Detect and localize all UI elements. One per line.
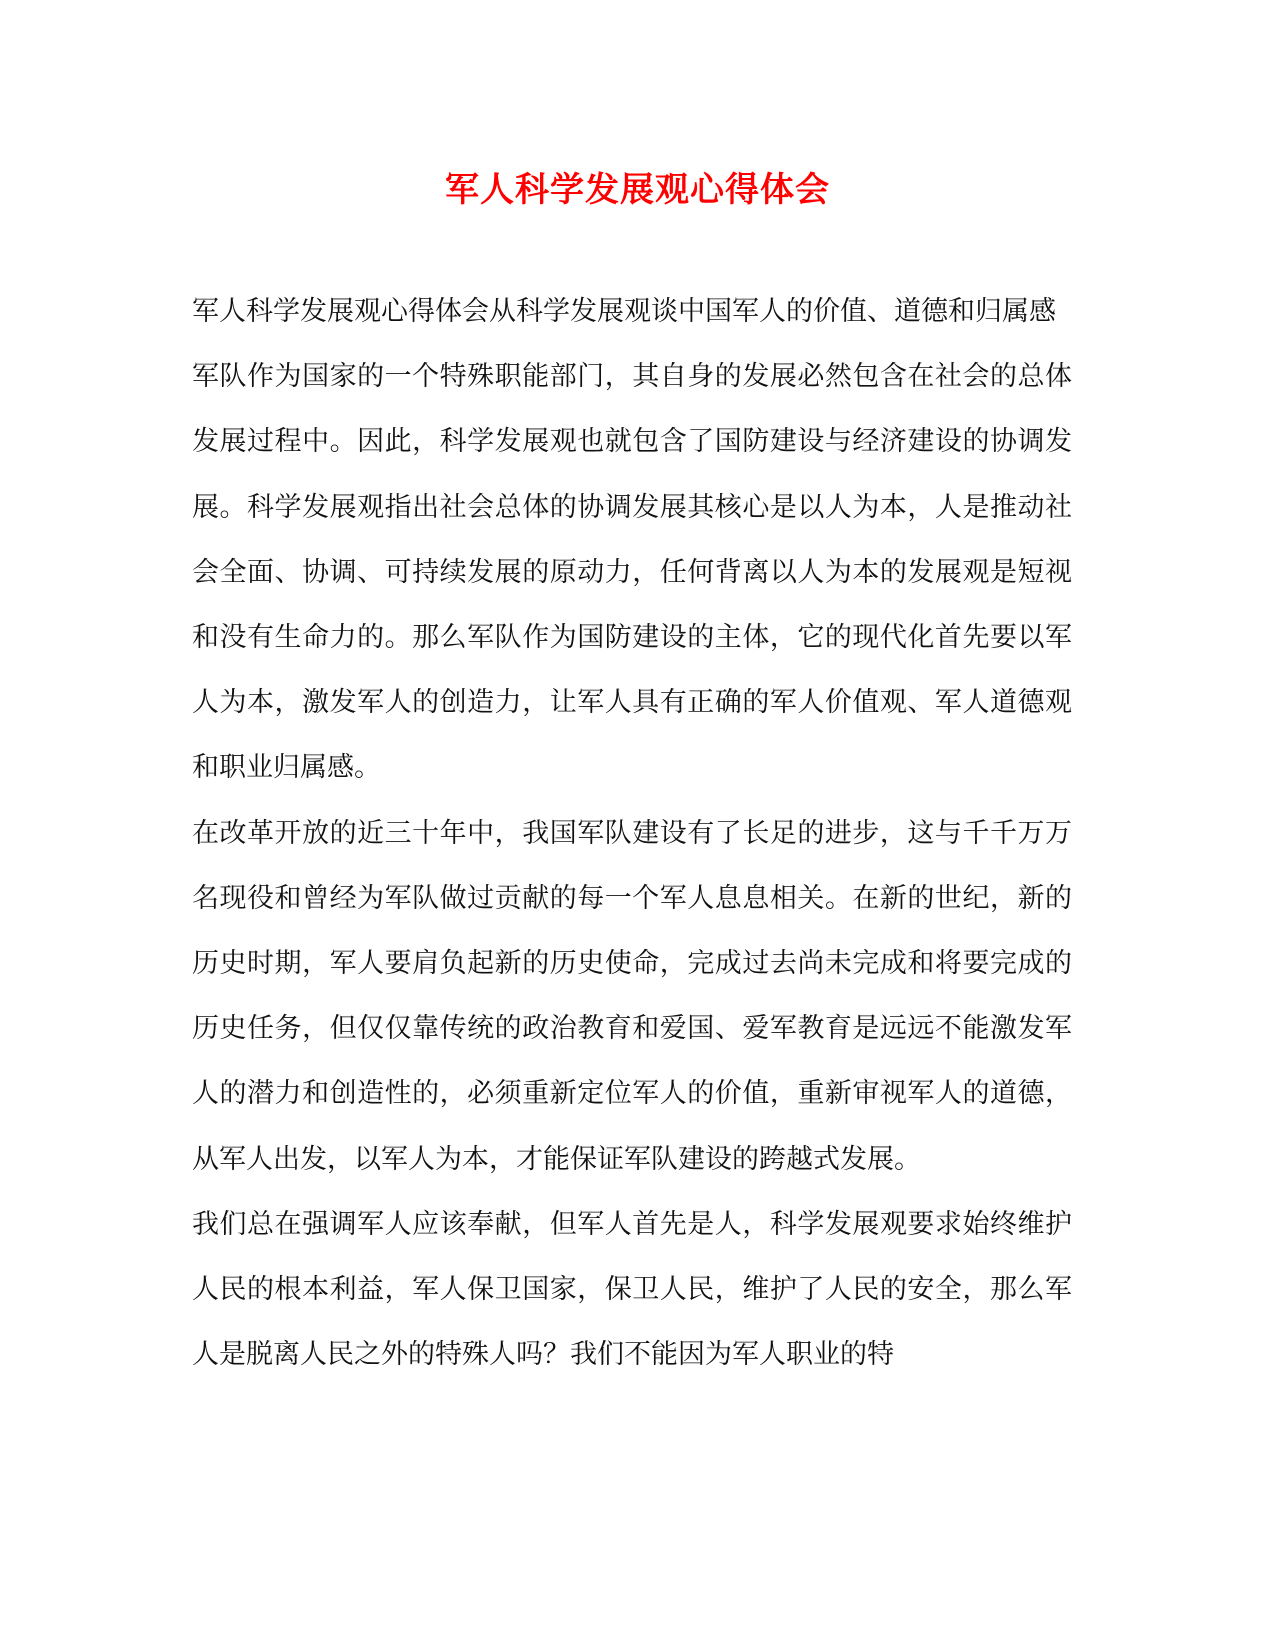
document-body — [192, 279, 1072, 1387]
paragraph-4: 我们总在强调军人应该奉献，但军人首先是人，科学发展观要求始终维护人民的根本利益，军人保卫国家，保卫人民，维护了人民的安全，那么军人是脱离人民之外的特殊人吗？我们不能因为军人职业的特 — [192, 1208, 1072, 1371]
paragraph-2: 军队作为国家的一个特殊职能部门，其自身的发展必然包含在社会的总体发展过程中。因此，科学发展观也就包含了国防建设与经济建设的协调发展。科学发展观指出社会总体的协调发展其核心是以人为本，人是推动社会全面、协调、可持续发展的原动力，任何背离以人为本的发展观是短视和没有生命力的。那么军队作为国防建设的主体，它的现代化首先要以军人为本，激发军人的创造力，让军人具有正确的军人价值观、军人道德观和职业归属感。 — [192, 361, 1072, 784]
paragraph-3: 在改革开放的近三十年中，我国军队建设有了长足的进步，这与千千万万名现役和曾经为军队做过贡献的每一个军人息息相关。在新的世纪，新的历史时期，军人要肩负起新的历史使命，完成过去尚未完成和将要完成的历史任务，但仅仅靠传统的政治教育和爱国、爱军教育是远远不能激发军人的潜力和创造性的，必须重新定位军人的价值，重新审视军人的道德，从军人出发，以军人为本，才能保证军队建设的跨越式发展。 — [192, 817, 1072, 1175]
paragraph-1: 军人科学发展观心得体会从科学发展观谈中国军人的价值、道德和归属感 — [192, 296, 1056, 327]
document-title: 军人科学发展观心得体会 — [445, 170, 830, 210]
